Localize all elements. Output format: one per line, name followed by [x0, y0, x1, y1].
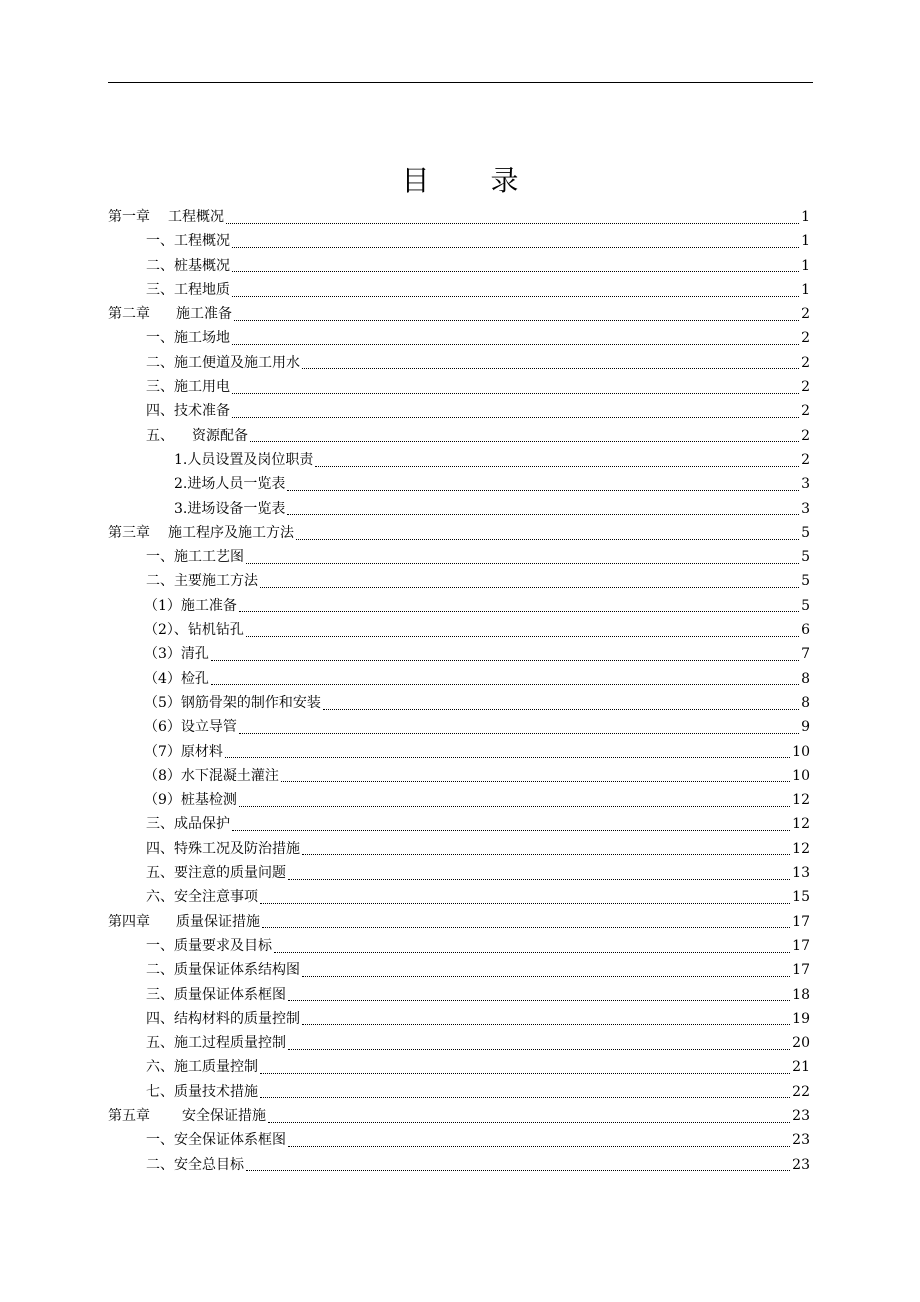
toc-entry-text: 钢筋骨架的制作和安装 [180, 694, 321, 711]
toc-entry-number: （2） [144, 622, 174, 639]
toc-entry-number: 第三章 [108, 524, 150, 541]
toc-entry-label [146, 1153, 244, 1177]
toc-entry[interactable] [108, 885, 810, 909]
toc-entry-text: 施工程序及施工方法 [168, 524, 294, 541]
toc-entry-number: 第二章 [108, 306, 150, 323]
dot-leader [288, 879, 790, 880]
toc-entry-number: 三、 [146, 379, 174, 396]
toc-entry-label [108, 1104, 266, 1128]
toc-entry-text: 结构材料的质量控制 [174, 1010, 300, 1027]
toc-entry-text: 工程地质 [174, 281, 230, 298]
toc-entry-number: （6） [144, 719, 181, 736]
toc-entry-page: 5 [801, 573, 810, 590]
toc-entry-text: 水下混凝土灌注 [180, 767, 279, 784]
toc-entry-label [146, 545, 244, 569]
toc-entry-page: 17 [792, 913, 810, 930]
table-of-contents [108, 205, 810, 1177]
dot-leader [246, 563, 799, 564]
toc-entry-text: 质量保证体系框图 [174, 986, 286, 1003]
dot-leader [260, 903, 790, 904]
toc-entry-text: 安全保证体系框图 [174, 1132, 286, 1149]
toc-entry-page: 1 [801, 281, 810, 298]
toc-entry-label [146, 885, 258, 909]
toc-entry-label [144, 667, 209, 691]
toc-entry-text: 进场人员一览表 [187, 476, 286, 493]
toc-entry[interactable] [108, 1080, 810, 1104]
toc-entry-label [146, 837, 300, 861]
toc-entry-label [146, 1128, 286, 1152]
toc-entry[interactable] [108, 861, 810, 885]
toc-entry[interactable] [108, 229, 810, 253]
toc-entry-number: 二、 [146, 573, 174, 590]
toc-entry-text: 质量要求及目标 [174, 937, 272, 954]
toc-entry-text: 主要施工方法 [174, 573, 258, 590]
toc-entry[interactable] [108, 278, 810, 302]
toc-entry-text: 施工准备 [180, 597, 237, 614]
toc-entry-page: 12 [792, 816, 810, 833]
dot-leader [250, 441, 799, 442]
toc-entry[interactable] [108, 424, 810, 448]
toc-entry-text: 工程概况 [168, 209, 224, 225]
dot-leader [262, 927, 790, 928]
toc-title: 目 录 [401, 164, 545, 197]
toc-entry-number: 三、 [146, 986, 174, 1003]
toc-entry-number: 三、 [146, 816, 174, 833]
dot-leader [232, 296, 799, 297]
toc-entry-number: 一、 [146, 1132, 174, 1149]
toc-entry-number: 四、 [146, 840, 174, 857]
toc-entry-page: 23 [792, 1107, 810, 1124]
toc-entry[interactable] [108, 545, 810, 569]
toc-entry-text: 施工工艺图 [174, 549, 244, 566]
toc-entry-label [146, 1055, 258, 1079]
toc-entry-label [108, 521, 294, 545]
toc-entry[interactable] [108, 497, 810, 521]
dot-leader [232, 417, 799, 418]
dot-leader [239, 733, 799, 734]
toc-entry-page: 5 [801, 549, 810, 566]
toc-entry-number: 二、 [146, 354, 174, 371]
dot-leader [232, 830, 790, 831]
dot-leader [315, 466, 799, 467]
toc-entry-text: 施工质量控制 [174, 1059, 258, 1076]
dot-leader [225, 757, 790, 758]
dot-leader [232, 271, 799, 272]
toc-entry-number: （7） [144, 743, 181, 760]
dot-leader [234, 320, 799, 321]
toc-entry-label [144, 715, 237, 739]
toc-entry-label [174, 472, 285, 496]
dot-leader [232, 247, 799, 248]
toc-entry-page: 2 [801, 330, 810, 347]
toc-entry-text: 进场设备一览表 [187, 500, 286, 517]
dot-leader [302, 854, 790, 855]
toc-entry-text: 安全保证措施 [182, 1107, 266, 1124]
toc-entry-label [144, 642, 209, 666]
toc-entry[interactable] [108, 983, 810, 1007]
toc-entry-text: 清孔 [180, 646, 209, 663]
dot-leader [302, 976, 790, 977]
toc-entry[interactable] [108, 472, 810, 496]
toc-entry-page: 3 [801, 476, 810, 493]
toc-entry[interactable] [108, 1007, 810, 1031]
toc-entry-page: 9 [801, 719, 810, 736]
toc-entry-label [174, 497, 285, 521]
toc-entry-page: 19 [792, 1010, 810, 1027]
toc-entry-number: 七、 [146, 1083, 174, 1100]
dot-leader [288, 1146, 790, 1147]
toc-entry-number: 四、 [146, 1010, 174, 1027]
toc-entry-number: 2. [174, 476, 188, 493]
toc-entry-label [144, 740, 223, 764]
toc-entry[interactable] [108, 326, 810, 350]
toc-entry[interactable] [108, 594, 810, 618]
toc-entry[interactable] [108, 691, 810, 715]
toc-entry-text: 安全注意事项 [174, 889, 258, 906]
toc-entry-text: 特殊工况及防治措施 [174, 840, 300, 857]
toc-entry-number: 五、 [146, 865, 174, 882]
toc-entry-page: 21 [792, 1059, 810, 1076]
toc-entry-number: 六、 [146, 889, 174, 906]
dot-leader [246, 1170, 790, 1171]
toc-entry-page: 12 [792, 792, 810, 809]
toc-entry-chapter-1[interactable] [108, 205, 810, 229]
toc-entry-page: 12 [792, 840, 810, 857]
toc-entry-page: 2 [801, 451, 810, 468]
toc-entry-chapter-5[interactable] [108, 1104, 810, 1128]
toc-entry-label [146, 1080, 258, 1104]
toc-entry-label [144, 618, 244, 642]
toc-entry-label [144, 594, 237, 618]
dot-leader [239, 806, 790, 807]
toc-entry-label [146, 375, 230, 399]
toc-entry-text: 桩基概况 [174, 257, 230, 274]
toc-entry[interactable] [108, 812, 810, 836]
toc-entry-label [146, 569, 258, 593]
toc-entry-page: 17 [792, 937, 810, 954]
toc-entry-label [146, 351, 300, 375]
dot-leader [281, 781, 790, 782]
toc-entry-text: 工程概况 [174, 233, 230, 250]
toc-entry[interactable] [108, 351, 810, 375]
toc-entry-page: 3 [801, 500, 810, 517]
toc-entry[interactable] [108, 667, 810, 691]
toc-entry-page: 2 [801, 306, 810, 323]
toc-entry-number: 三、 [146, 281, 174, 298]
toc-entry-page: 2 [801, 427, 810, 444]
dot-leader [226, 223, 799, 224]
dot-leader [296, 539, 799, 540]
toc-entry-number: 四、 [146, 403, 174, 420]
toc-entry-text: 原材料 [180, 743, 223, 760]
toc-entry-page: 18 [792, 986, 810, 1003]
toc-entry-label [146, 254, 230, 278]
toc-entry[interactable] [108, 1153, 810, 1177]
toc-entry-label [146, 399, 230, 423]
dot-leader [287, 514, 799, 515]
toc-entry-label [174, 448, 313, 472]
toc-entry-label [144, 691, 321, 715]
toc-entry-page: 2 [801, 354, 810, 371]
toc-entry-text: 施工准备 [176, 306, 232, 323]
dot-leader [323, 709, 799, 710]
toc-entry-text: 质量保证体系结构图 [174, 962, 300, 979]
toc-entry-page: 22 [792, 1083, 810, 1100]
toc-entry-label [146, 424, 248, 448]
dot-leader [232, 393, 799, 394]
toc-entry-page: 8 [801, 670, 810, 687]
dot-leader [302, 368, 799, 369]
toc-entry-label [146, 1007, 300, 1031]
toc-entry-number: 一、 [146, 233, 174, 250]
toc-entry-number: 1. [174, 451, 188, 468]
toc-entry-label [144, 788, 237, 812]
toc-entry-number: 一、 [146, 330, 174, 347]
header-rule [108, 82, 813, 83]
toc-entry-page: 23 [792, 1156, 810, 1173]
toc-entry[interactable] [108, 375, 810, 399]
dot-leader [211, 684, 799, 685]
toc-entry-number: 一、 [146, 549, 174, 566]
dot-leader [288, 1049, 790, 1050]
dot-leader [287, 490, 799, 491]
toc-entry-number: 第五章 [108, 1107, 150, 1124]
toc-entry-label [146, 326, 230, 350]
toc-entry-number: （3） [144, 646, 181, 663]
toc-entry-label [146, 983, 286, 1007]
toc-entry-label [146, 229, 230, 253]
dot-leader [232, 344, 799, 345]
dot-leader [302, 1024, 790, 1025]
toc-entry-text: 人员设置及岗位职责 [187, 451, 314, 468]
toc-entry-page: 7 [801, 646, 810, 663]
toc-entry-number: （1） [144, 597, 181, 614]
toc-entry-page: 23 [792, 1132, 810, 1149]
toc-entry-page: 20 [792, 1035, 810, 1052]
toc-entry-page: 15 [792, 889, 810, 906]
dot-leader [260, 1097, 790, 1098]
toc-entry-number: 五、 [146, 1035, 174, 1052]
dot-leader [246, 636, 799, 637]
toc-entry-page: 1 [801, 257, 810, 274]
toc-entry[interactable] [108, 618, 810, 642]
toc-entry-page: 10 [792, 767, 810, 784]
toc-entry-text: 施工用电 [174, 379, 230, 396]
toc-entry-number: （5） [144, 694, 181, 711]
toc-entry-label [108, 302, 232, 326]
toc-entry-page: 2 [801, 379, 810, 396]
toc-entry-number: （8） [144, 767, 181, 784]
toc-entry-text: 质量技术措施 [174, 1083, 258, 1100]
toc-entry-text: 设立导管 [180, 719, 237, 736]
toc-entry-chapter-3[interactable] [108, 521, 810, 545]
dot-leader [288, 1000, 790, 1001]
toc-entry[interactable] [108, 740, 810, 764]
toc-entry[interactable] [108, 399, 810, 423]
toc-entry-page: 2 [801, 403, 810, 420]
toc-entry-chapter-4[interactable] [108, 910, 810, 934]
toc-entry-label [146, 278, 230, 302]
toc-entry[interactable] [108, 642, 810, 666]
toc-entry-chapter-2[interactable] [108, 302, 810, 326]
toc-entry[interactable] [108, 569, 810, 593]
toc-entry-label [146, 861, 286, 885]
toc-entry-number: 二、 [146, 1156, 174, 1173]
toc-entry[interactable] [108, 715, 810, 739]
dot-leader [211, 660, 799, 661]
toc-entry-label [146, 1031, 286, 1055]
toc-entry-number: 第四章 [108, 913, 150, 930]
toc-entry-page: 1 [801, 233, 810, 250]
toc-entry-text: 质量保证措施 [176, 913, 260, 930]
toc-entry-page: 1 [801, 209, 810, 225]
toc-entry-text: 技术准备 [174, 403, 230, 420]
toc-entry-number: （4） [144, 670, 181, 687]
toc-entry-text: 、钻机钻孔 [173, 622, 244, 639]
toc-entry-page: 13 [792, 865, 810, 882]
toc-entry[interactable] [108, 934, 810, 958]
toc-entry-text: 成品保护 [174, 816, 230, 833]
toc-entry-label [146, 958, 300, 982]
toc-entry[interactable] [108, 254, 810, 278]
toc-entry-number: 二、 [146, 257, 174, 274]
toc-entry-page: 5 [801, 597, 810, 614]
toc-entry[interactable] [108, 837, 810, 861]
dot-leader [260, 587, 799, 588]
toc-entry[interactable] [108, 448, 810, 472]
dot-leader [268, 1122, 790, 1123]
toc-entry[interactable] [108, 764, 810, 788]
toc-entry[interactable] [108, 788, 810, 812]
toc-entry-label [146, 812, 230, 836]
toc-entry-text: 安全总目标 [174, 1156, 244, 1173]
toc-entry-label [108, 910, 260, 934]
toc-entry[interactable] [108, 1128, 810, 1152]
dot-leader [260, 1073, 790, 1074]
toc-entry[interactable] [108, 958, 810, 982]
toc-entry-text: 要注意的质量问题 [174, 865, 286, 882]
toc-entry-text: 检孔 [180, 670, 209, 687]
dot-leader [239, 611, 799, 612]
toc-entry-page: 10 [792, 743, 810, 760]
toc-entry-page: 5 [801, 524, 810, 541]
toc-entry-label [146, 934, 272, 958]
toc-entry-text: 施工场地 [174, 330, 230, 347]
toc-entry[interactable] [108, 1031, 810, 1055]
toc-entry-text: 桩基检测 [180, 792, 237, 809]
toc-entry-number: 一、 [146, 937, 174, 954]
toc-entry[interactable] [108, 1055, 810, 1079]
toc-entry-number: 第一章 [108, 209, 150, 225]
toc-entry-page: 6 [801, 622, 810, 639]
toc-entry-text: 资源配备 [192, 427, 248, 444]
toc-entry-page: 17 [792, 962, 810, 979]
toc-entry-label [108, 205, 224, 229]
toc-entry-number: 3. [174, 500, 188, 517]
toc-entry-page: 8 [801, 694, 810, 711]
toc-entry-number: 五、 [146, 427, 174, 444]
toc-entry-number: 二、 [146, 962, 174, 979]
dot-leader [274, 952, 790, 953]
toc-entry-text: 施工过程质量控制 [174, 1035, 286, 1052]
toc-entry-number: （9） [144, 792, 181, 809]
toc-entry-text: 施工便道及施工用水 [174, 354, 300, 371]
toc-entry-label [144, 764, 279, 788]
toc-entry-number: 六、 [146, 1059, 174, 1076]
